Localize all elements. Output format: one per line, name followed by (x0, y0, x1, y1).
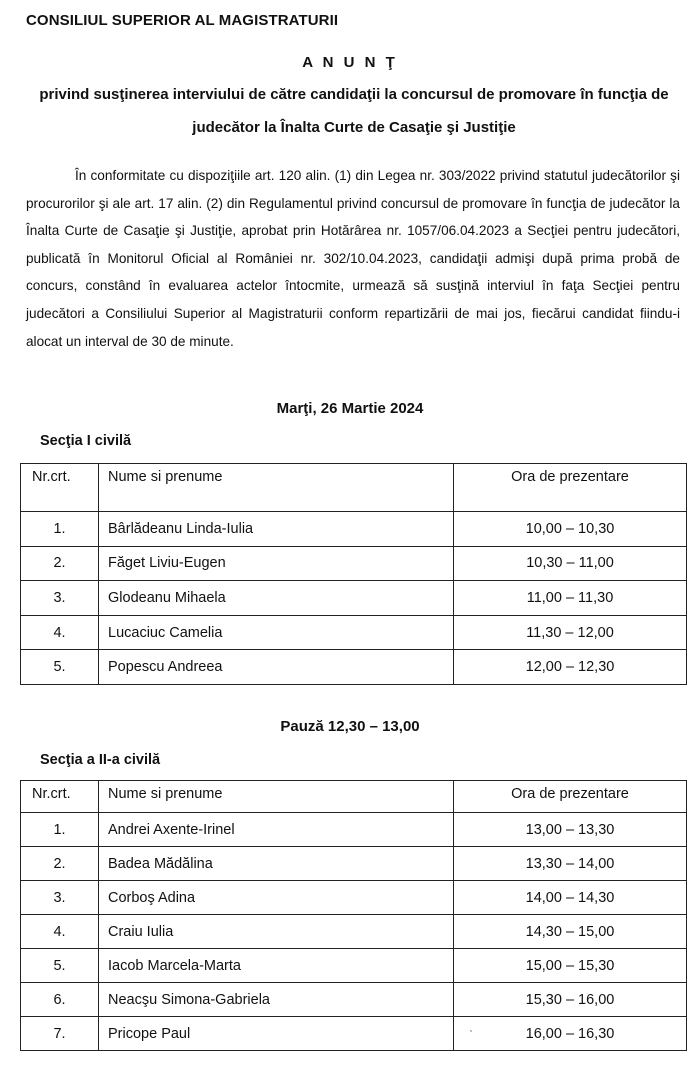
institution-name: CONSILIUL SUPERIOR AL MAGISTRATURII (26, 12, 339, 29)
table-row (21, 983, 687, 1017)
table-row (21, 615, 687, 650)
table-row (21, 915, 687, 949)
row-number: 1. (21, 512, 99, 547)
column-header-time: Ora de prezentare (454, 781, 687, 813)
candidate-name: Iacob Marcela-Marta (99, 949, 454, 983)
column-header-time: Ora de prezentare (454, 464, 687, 512)
row-number: 2. (21, 546, 99, 581)
column-header-name: Nume si prenume (99, 464, 454, 512)
candidate-name: Glodeanu Mihaela (99, 581, 454, 616)
table-header-row (21, 781, 687, 813)
candidate-name: Popescu Andreea (99, 650, 454, 685)
interview-time: 15,30 – 16,00 (454, 983, 687, 1017)
table-row (21, 813, 687, 847)
interview-time: 14,00 – 14,30 (454, 881, 687, 915)
body-paragraph: În conformitate cu dispoziţiile art. 120 alin. (1) din Legea nr. 303/2022 privind statutul judecătorilor şi procurorilor şi ale art. 17 alin. (2) din Regulamentul privind concursul de promovare în funcţia de judecător la Înalta Curte de Casaţie şi Justiţie, aprobat prin Hotărârea nr. 1057/06.04.2023 a Secţiei pentru judecători, publicată în Monitorul Oficial al României nr. 302/10.04.2023, candidaţii admişi după prima probă de concurs, constând în evaluarea actelor întocmite, urmează să susţină interviul în faţa Secţiei pentru judecători a Consiliului Superior al Magistraturii conform repartizării de mai jos, fiecărui candidat fiindu-i alocat un interval de 30 de minute. (26, 168, 680, 349)
pause-heading: Pauză 12,30 – 13,00 (280, 718, 420, 735)
section1-label: Secţia I civilă (40, 433, 132, 449)
table-row (21, 847, 687, 881)
table-row (21, 650, 687, 685)
candidate-name: Pricope Paul (99, 1017, 454, 1051)
section2-label: Secţia a II-a civilă (40, 752, 161, 768)
candidate-name: Corboş Adina (99, 881, 454, 915)
row-number: 4. (21, 615, 99, 650)
interview-time: 14,30 – 15,00 (454, 915, 687, 949)
row-number: 3. (21, 881, 99, 915)
table-row (21, 881, 687, 915)
column-header-name: Nume si prenume (99, 781, 454, 813)
interview-time: 11,30 – 12,00 (454, 615, 687, 650)
table-row (21, 581, 687, 616)
table-row (21, 512, 687, 547)
candidate-name: Bârlădeanu Linda-Iulia (99, 512, 454, 547)
row-number: 6. (21, 983, 99, 1017)
interview-time: 10,00 – 10,30 (454, 512, 687, 547)
interview-time: 15,00 – 15,30 (454, 949, 687, 983)
table-row (21, 546, 687, 581)
scan-speck (470, 1030, 472, 1032)
interview-time: 12,00 – 12,30 (454, 650, 687, 685)
column-header-nr: Nr.crt. (21, 781, 99, 813)
announcement-title: A N U N Ţ (302, 54, 398, 71)
candidate-name: Lucaciuc Camelia (99, 615, 454, 650)
candidate-name: Craiu Iulia (99, 915, 454, 949)
table-header-row (21, 464, 687, 512)
column-header-nr: Nr.crt. (21, 464, 99, 512)
section1-schedule-table (20, 463, 687, 685)
candidate-name: Făget Liviu-Eugen (99, 546, 454, 581)
row-number: 1. (21, 813, 99, 847)
row-number: 2. (21, 847, 99, 881)
interview-time: 13,00 – 13,30 (454, 813, 687, 847)
table-row (21, 1017, 687, 1051)
table-row (21, 949, 687, 983)
row-number: 7. (21, 1017, 99, 1051)
interview-time: 13,30 – 14,00 (454, 847, 687, 881)
candidate-name: Andrei Axente-Irinel (99, 813, 454, 847)
announcement-subject: privind susţinerea interviului de către candidaţii la concursul de promovare în funcţia de judecător la Înalta Curte de Casaţie şi Justiţie (39, 86, 669, 136)
section2-schedule-table (20, 780, 687, 1051)
interview-time: 16,00 – 16,30 (454, 1017, 687, 1051)
row-number: 5. (21, 650, 99, 685)
row-number: 5. (21, 949, 99, 983)
row-number: 3. (21, 581, 99, 616)
interview-time: 11,00 – 11,30 (454, 581, 687, 616)
interview-date: Marţi, 26 Martie 2024 (276, 400, 424, 417)
row-number: 4. (21, 915, 99, 949)
candidate-name: Badea Mădălina (99, 847, 454, 881)
candidate-name: Neacşu Simona-Gabriela (99, 983, 454, 1017)
interview-time: 10,30 – 11,00 (454, 546, 687, 581)
